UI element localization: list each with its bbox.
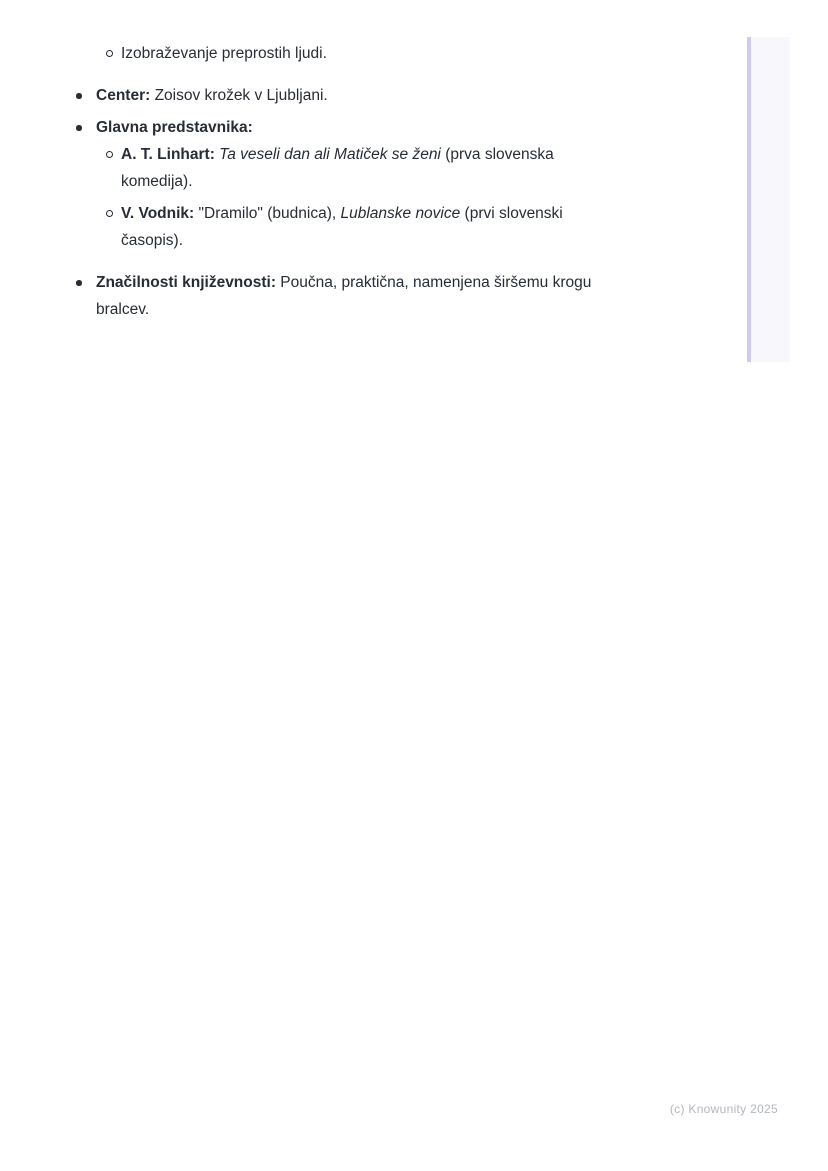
text-segment-bold: A. T. Linhart: — [121, 146, 215, 163]
bullet-disc-icon — [76, 114, 96, 141]
text-segment-bold: Značilnosti književnosti: — [96, 274, 276, 291]
copyright-text: (c) Knowunity 2025 — [669, 1102, 778, 1116]
list-item — [76, 82, 612, 109]
text-segment-italic: Lublanske novice — [340, 205, 461, 222]
notes-list — [0, 40, 612, 323]
list-item — [104, 40, 612, 67]
text-segment-regular: Izobraževanje preprostih ljudi. — [121, 45, 327, 62]
list-item — [104, 200, 612, 254]
list-item-text — [96, 82, 612, 109]
bullet-disc-icon — [76, 82, 96, 109]
bullet-circle-icon — [104, 141, 121, 168]
text-segment-regular: "Dramilo" (budnica), — [194, 205, 341, 222]
text-segment-regular: (prvi slovenski časopis). — [121, 205, 563, 249]
list-item-text — [121, 40, 612, 67]
text-segment-bold: Glavna predstavnika: — [96, 119, 253, 136]
bullet-circle-icon — [104, 200, 121, 227]
text-segment-regular: Zoisov krožek v Ljubljani. — [150, 87, 328, 104]
bullet-circle-icon — [104, 40, 121, 67]
list-item — [104, 141, 612, 195]
list-item — [76, 269, 612, 323]
bullet-disc-icon — [76, 269, 96, 296]
list-item-text — [96, 269, 612, 323]
text-segment-regular: Poučna, praktična, namenjena širšemu krogu bralcev. — [96, 274, 592, 318]
side-highlight-bar — [747, 37, 790, 362]
text-segment-regular: (prva slovenska komedija). — [121, 146, 554, 190]
list-item — [76, 114, 612, 141]
list-item-text — [121, 141, 612, 195]
text-segment-italic: Ta veseli dan ali Matiček se ženi — [219, 146, 441, 163]
text-segment-bold: Center: — [96, 87, 151, 104]
text-segment-bold: V. Vodnik: — [121, 205, 195, 222]
list-item-text — [121, 200, 612, 254]
list-item-text — [96, 114, 612, 141]
